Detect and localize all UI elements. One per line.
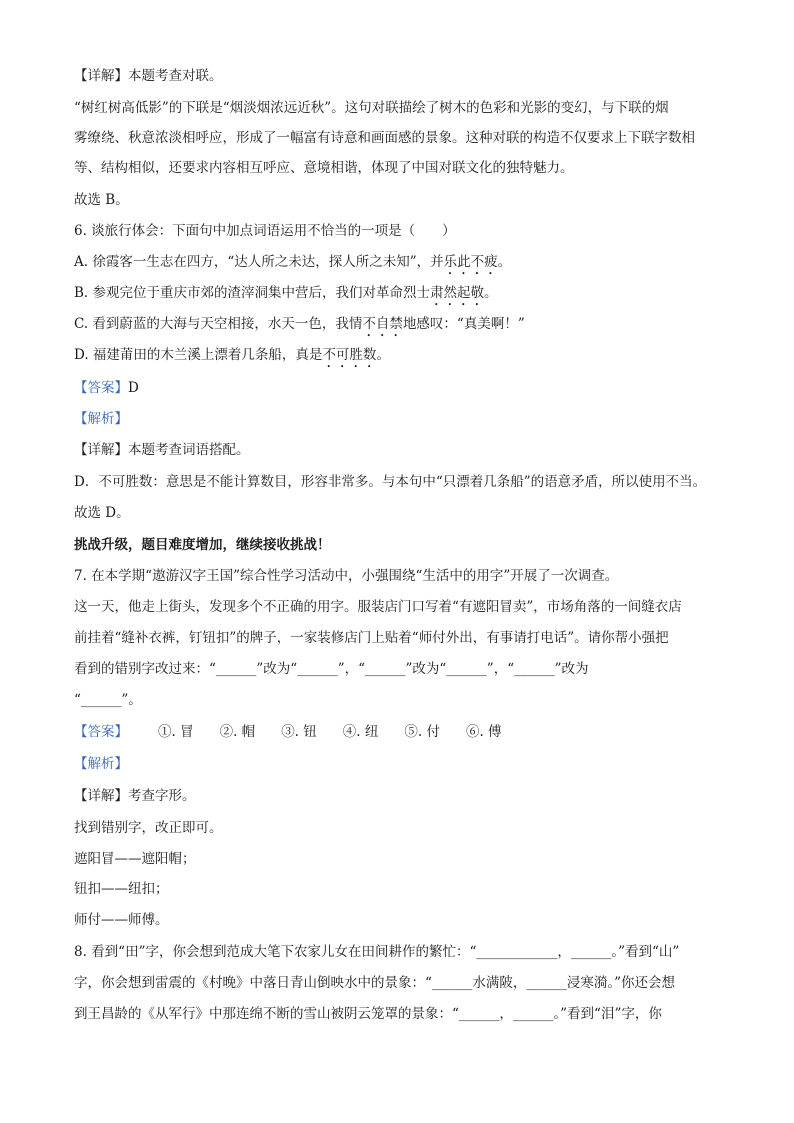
answer-7 [74, 722, 724, 742]
paragraph-line: 字，你会想到雷震的《村晚》中落日青山倒映水中的景象：“______水满陂，______浸寒漪。”你还会想 [74, 975, 676, 991]
paragraph-line: 雾缭绕、秋意浓淡相呼应，形成了一幅富有诗意和画面感的景象。这种对联的构造不仅要求上下联字数相 [74, 130, 695, 146]
emphasized-phrase: 不自禁 [362, 316, 403, 332]
paragraph-line: 看到的错别字改过来：“______”改为“______”，“______”改为“______”，“______”改为 [74, 661, 589, 677]
question-8: 8. 看到“田”字，你会想到范成大笔下农家儿女在田间耕作的繁忙：“____________，______。”看到“山” [74, 944, 680, 960]
paragraph-line: “______”。 [74, 692, 142, 708]
question-7: 7. 在本学期“遨游汉字王国”综合性学习活动中，小强围绕“生活中的用字”开展了一次调查。 [74, 568, 619, 584]
option-d: D. 福建莆田的木兰溪上漂着几条船，真是不可胜数。 [74, 347, 390, 363]
detail-heading: 【详解】考查字形。 [74, 788, 196, 804]
answer-item: ⑤. 付 [404, 724, 440, 740]
answer-item: ③. 钮 [281, 724, 317, 740]
section-heading: 挑战升级，题目难度增加，继续接收挑战！ [74, 537, 331, 553]
paragraph-line: 前挂着“缝补衣裤，钉钮扣”的牌子，一家装修店门上贴着“师付外出，有事请打电话”。请你帮小强把 [74, 630, 669, 646]
answer-item: ⑥. 傅 [465, 724, 502, 740]
emphasized-phrase: 不可胜数 [322, 347, 377, 363]
answer-item: ①. 冒 [158, 724, 194, 740]
correction-line: 师付——师傅。 [74, 912, 169, 928]
detail-heading: 【详解】本题考查对联。 [74, 68, 223, 84]
paragraph-line: 等、结构相似，还要求内容相互呼应、意境相谐，体现了中国对联文化的独特魅力。 [74, 160, 574, 176]
option-b: B. 参观完位于重庆市郊的渣滓洞集中营后，我们对革命烈士肃然起敬。 [74, 285, 498, 301]
correction-line: 遮阳冒——遮阳帽； [74, 851, 196, 867]
question-6: 6. 谈旅行体会：下面句中加点词语运用不恰当的一项是（ ） [74, 223, 456, 239]
paragraph-line: 这一天，他走上街头，发现多个不正确的用字。服装店门口写着“有遮阳冒卖”，市场角落的一间缝衣店 [74, 599, 682, 615]
correction-line: 钮扣——纽扣； [74, 881, 169, 897]
analysis-label: 【解析】 [74, 411, 128, 427]
option-c: C. 看到蔚蓝的大海与天空相接，水天一色，我情不自禁地感叹：“真美啊！” [74, 316, 525, 332]
emphasized-phrase: 乐此不疲 [443, 254, 498, 270]
answer-item: ④. 纽 [342, 724, 379, 740]
paragraph-line: 到王昌龄的《从军行》中那连绵不断的雪山被阴云笼罩的景象：“______，______。”看到“泪”字，你 [74, 1006, 662, 1022]
emphasized-phrase: 肃然起敬 [430, 285, 485, 301]
paragraph-line: 找到错别字，改正即可。 [74, 820, 223, 836]
paragraph-line: “树红树高低影”的下联是“烟淡烟浓远近秋”。这句对联描绘了树木的色彩和光影的变幻，与下联的烟 [74, 100, 669, 116]
analysis-label: 【解析】 [74, 756, 128, 772]
answer-item: ②. 帽 [219, 724, 256, 740]
answer-label: 【答案】 [74, 380, 128, 396]
answer-value: D [128, 380, 139, 396]
paragraph-line: D．不可胜数：意思是不能计算数目，形容非常多。与本句中“只漂着几条船”的语意矛盾，所以使用不当。 [74, 474, 707, 490]
conclusion-line: 故选 D。 [74, 505, 130, 521]
answer-6 [74, 378, 724, 398]
answer-label: 【答案】 [74, 724, 128, 740]
detail-heading: 【详解】本题考查词语搭配。 [74, 442, 250, 458]
conclusion-line: 故选 B。 [74, 192, 129, 208]
option-a: A. 徐霞客一生志在四方，“达人所之未达，探人所之未知”，并乐此不疲。 [74, 254, 512, 270]
